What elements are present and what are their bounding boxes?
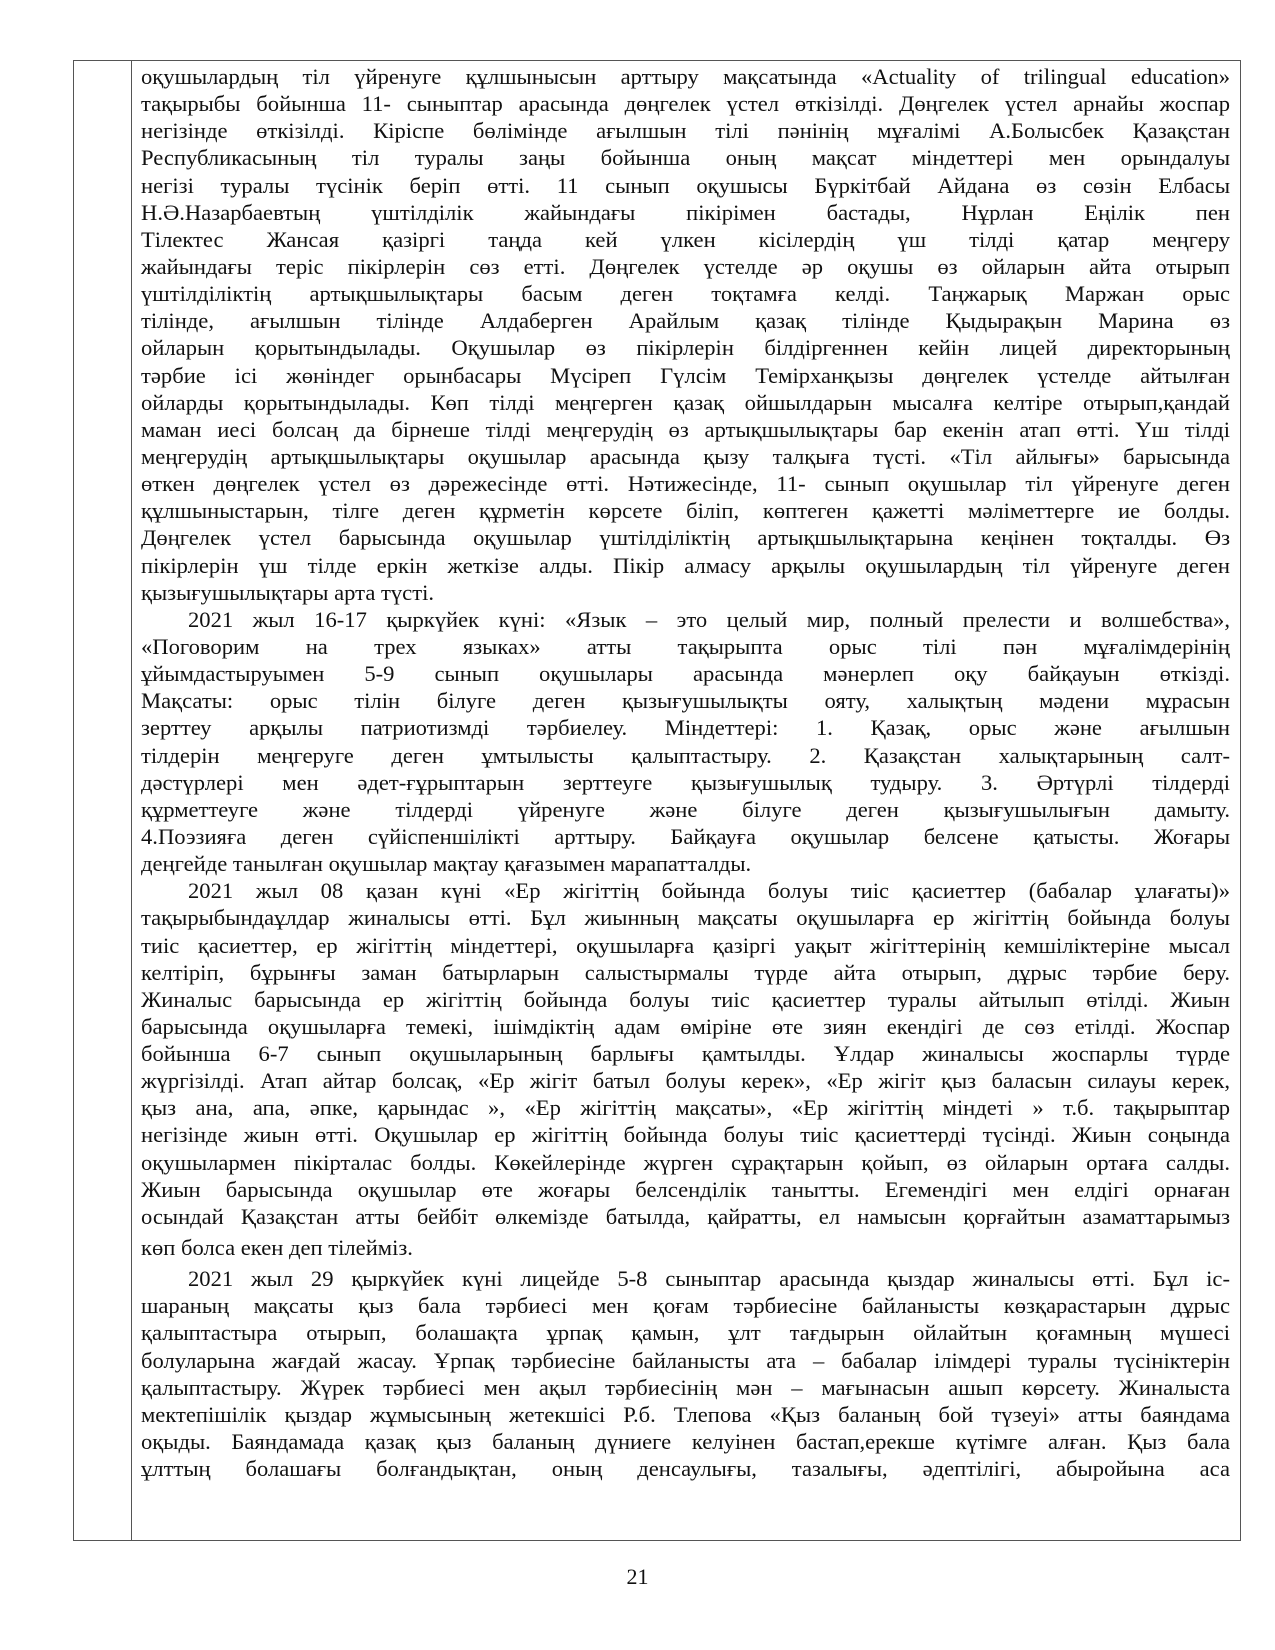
text-line: тілдерін меңгеруге деген ұмтылысты қалыптастыру. 2. Қазақстан халықтарының салт- (141, 742, 1230, 768)
text-line: шараның мақсаты қыз бала тәрбиесі мен қоғам тәрбиесіне байланысты көзқарастарын дұрыс (141, 1293, 1230, 1319)
text-line: Жиын барысында оқушылар өте жоғары белсенділік танытты. Егемендігі мен елдігі орнаған (141, 1176, 1230, 1202)
text-line: 2021 жыл 29 қыркүйек күні лицейде 5-8 сыныптар арасында қыздар жиналысы өтті. Бұл іс- (188, 1266, 1230, 1292)
text-line: зерттеу арқылы патриотизмді тәрбиелеу. Міндеттері: 1. Қазақ, орыс және ағылшын (141, 715, 1230, 741)
text-line: тақырыбы бойынша 11- сыныптар арасында дөңгелек үстел өткізілді. Дөңгелек үстел арнайы жоспар (141, 91, 1230, 117)
text-line: маман иесі болсаң да бірнеше тілді меңгерудің өз артықшылықтары бар екенін атап өтті. Үш тілді (141, 416, 1230, 442)
text-line: қыз ана, апа, әпке, қарындас », «Ер жігіттің мақсаты», «Ер жігіттің міндеті » т.б. тақырыптар (141, 1095, 1230, 1121)
text-line: бойынша 6-7 сынып оқушыларының барлығы қамтылды. Ұлдар жиналысы жоспарлы түрде (141, 1041, 1230, 1067)
text-line: тақырыбындаұлдар жиналысы өтті. Бұл жиынның мақсаты оқушыларға ер жігіттің бойында болуы (141, 905, 1230, 931)
text-line: жүргізілді. Атап айтар болсақ, «Ер жігіт батыл болуы керек», «Ер жігіт қыз баласын силауы керек, (141, 1068, 1230, 1094)
text-line: 4.Поэзияға деген сүйіспеншілікті арттыру. Байқауға оқушылар белсене қатысты. Жоғары (141, 823, 1230, 849)
page-number: 21 (626, 1564, 649, 1589)
text-line: «Поговорим на трех языках» атты тақырыпта орыс тілі пән мұғалімдерінің (141, 633, 1230, 659)
text-line: тәрбие ісі жөніндег орынбасары Мүсіреп Гүлсім Темірханқызы дөңгелек үстелде айтылған (141, 362, 1230, 388)
text-line: ойларын қорытындылады. Оқушылар өз пікірлерін білдіргеннен кейін лицей директорының (141, 335, 1230, 361)
text-line: Жиналыс барысында ер жігіттің бойында болуы тиіс қасиеттер туралы айтылып өтілді. Жиын (141, 986, 1230, 1012)
text-line: Мақсаты: орыс тілін білуге деген қызығушылықты ояту, халықтың мәдени мұрасын (141, 688, 1230, 714)
text-line: пікірлерін үш тілде еркін жеткізе алды. Пікір алмасу арқылы оқушылардың тіл үйренуге деген (141, 552, 1230, 578)
text-line: үштілділіктің артықшылықтары басым деген тоқтамға келді. Таңжарық Маржан орыс (141, 281, 1230, 307)
text-line: деңгейде танылған оқушылар мақтау қағазымен марапатталды. (141, 851, 752, 877)
text-line: негізінде өткізілді. Кіріспе бөлімінде ағылшын тілі пәнінің мұғалімі А.Болысбек Қазақстан (141, 118, 1230, 144)
text-line: Дөңгелек үстел барысында оқушылар үштілділіктің артықшылықтарына кеңінен тоқталды. Өз (141, 525, 1230, 551)
text-line: Н.Ә.Назарбаевтың үштілділік жайындағы пікірімен бастады, Нұрлан Еңілік пен (141, 199, 1230, 225)
table-left-cell (74, 61, 132, 1540)
text-line: ұйымдастыруымен 5-9 сынып оқушылары арасында мәнерлеп оқу байқауын өткізді. (141, 661, 1230, 687)
table-right-cell (132, 61, 1240, 1540)
text-line: осындай Қазақстан атты бейбіт өлкемізде батылда, қайратты, ел намысын қорғайтын азаматтарымыз (141, 1203, 1230, 1229)
text-line: болуларына жағдай жасау. Ұрпақ тәрбиесіне байланысты ата – бабалар ілімдері туралы түсініктерін (141, 1347, 1230, 1373)
text-line: қалыптастыру. Жүрек тәрбиесі мен ақыл тәрбиесінің мән – мағынасын ашып көрсету. Жиналыста (141, 1374, 1230, 1400)
text-line: негізінде жиын өтті. Оқушылар ер жігіттің бойында болуы тиіс қасиеттерді түсінді. Жиын соңында (141, 1122, 1230, 1148)
text-line: оқушылардың тіл үйренуге құлшынысын арттыру мақсатында «Actuality of trilingual education» (141, 64, 1230, 89)
text-line: оқушылармен пікірталас болды. Көкейлерінде жүрген сұрақтарын қойып, өз ойларын ортаға салды. (141, 1149, 1230, 1175)
report-text (141, 63, 1230, 1482)
text-line: Тілектес Жансая қазіргі таңда кей үлкен кісілердің үш тілді қатар меңгеру (141, 226, 1230, 252)
text-line: қызығушылықтары арта түсті. (141, 579, 434, 605)
text-line: 2021 жыл 08 қазан күні «Ер жігіттің бойында болуы тиіс қасиеттер (бабалар ұлағаты)» (188, 878, 1230, 904)
text-line: көп болса екен деп тілейміз. (141, 1235, 413, 1261)
text-line: құрметтеуге және тілдерді үйренуге және білуге деген қызығушылығын дамыту. (141, 796, 1230, 822)
text-line: құлшыныстарын, тілге деген құрметін көрсете біліп, көптеген қажетті мәліметтерге ие болды. (141, 498, 1230, 524)
text-line: Республикасының тіл туралы заңы бойынша оның мақсат міндеттері мен орындалуы (141, 145, 1230, 171)
text-line: меңгерудің артықшылықтары оқушылар арасында қызу талқыға түсті. «Тіл айлығы» барысында (141, 443, 1230, 469)
text-line: оқыды. Баяндамада қазақ қыз баланың дүниеге келуінен бастап,ерекше күтімге алған. Қыз бала (141, 1429, 1230, 1455)
text-line: мектепішілік қыздар жұмысының жетекшісі Р.б. Тлепова «Қыз баланың бой түзеуі» атты баяндама (141, 1401, 1230, 1427)
text-line: жайындағы теріс пікірлерін сөз етті. Дөңгелек үстелде әр оқушы өз ойларын айта отырып (141, 253, 1230, 279)
text-line: тілінде, ағылшын тілінде Алдаберген Арайлым қазақ тілінде Қыдырақын Марина өз (141, 308, 1230, 334)
text-line: қалыптастыра отырып, болашақта ұрпақ қамын, ұлт тағдырын ойлайтын қоғамның мүшесі (141, 1320, 1230, 1346)
content-table (73, 60, 1241, 1541)
text-line: ұлттың болашағы болғандықтан, оның денсаулығы, тазалығы, әдептілігі, абыройына аса (141, 1456, 1230, 1482)
text-line: дәстүрлері мен әдет-ғұрыптарын зерттеуге қызығушылық тудыру. 3. Әртүрлі тілдерді (141, 769, 1230, 795)
text-line: ойларды қорытындылады. Көп тілді меңгерген қазақ ойшылдарын мысалға келтіре отырып,қандай (141, 389, 1230, 415)
text-line: негізі туралы түсінік беріп өтті. 11 сынып оқушысы Бүркітбай Айдана өз сөзін Елбасы (141, 172, 1230, 198)
text-line: тиіс қасиеттер, ер жігіттің міндеттері, оқушыларға қазіргі уақыт жігіттерінің кемшіліктеріне мысал (141, 932, 1230, 958)
text-line: өткен дөңгелек үстел өз дәрежесінде өтті. Нәтижесінде, 11- сынып оқушылар тіл үйренуге деген (141, 471, 1230, 497)
text-line: келтіріп, бұрынғы заман батырларын салыстырмалы түрде айта отырып, дұрыс тәрбие беру. (141, 959, 1230, 985)
text-line: 2021 жыл 16-17 қыркүйек күні: «Язык – это целый мир, полный прелести и волшебства», (188, 606, 1230, 632)
text-line: барысында оқушыларға темекі, ішімдіктің адам өміріне өте зиян екендігі де сөз етілді. Жоспар (141, 1013, 1230, 1039)
